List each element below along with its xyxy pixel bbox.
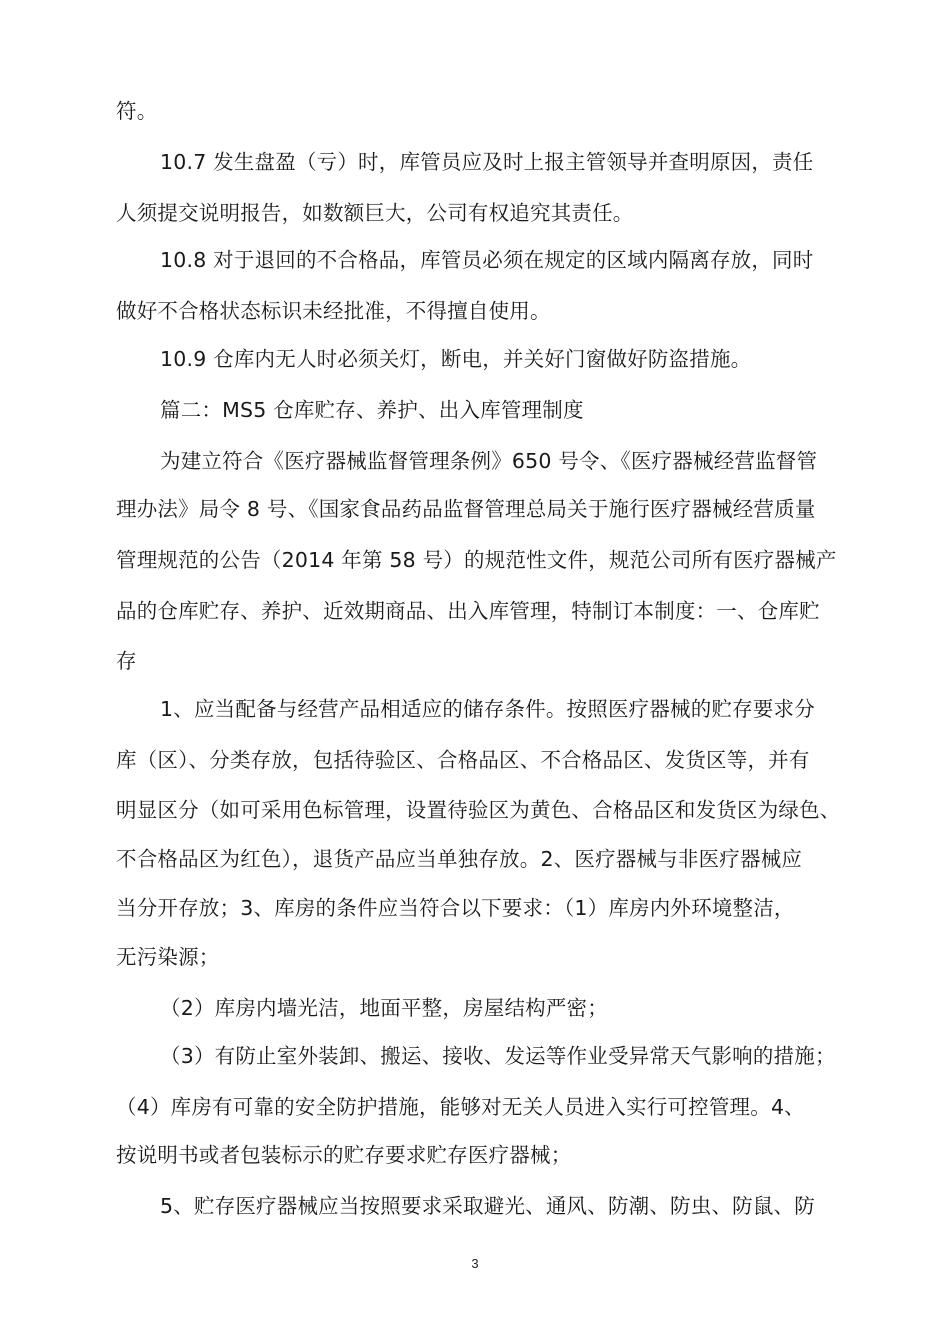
section-heading: 篇二：MS5 仓库贮存、养护、出入库管理制度: [160, 398, 584, 422]
text-line: 按说明书或者包装标示的贮存要求贮存医疗器械；: [116, 1143, 572, 1167]
text-line: 当分开存放；3、库房的条件应当符合以下要求：（1）库房内外环境整洁，: [116, 896, 795, 920]
text-line: 10.9 仓库内无人时必须关灯，断电，并关好门窗做好防盗措施。: [160, 347, 752, 371]
text-line: 品的仓库贮存、养护、近效期商品、出入库管理，特制订本制度：一、仓库贮: [116, 599, 820, 623]
text-line: 无污染源；: [116, 945, 220, 969]
text-line: 5、贮存医疗器械应当按照要求采取避光、通风、防潮、防虫、防鼠、防: [160, 1194, 815, 1218]
text-line: 为建立符合《医疗器械监督管理条例》650 号令、《医疗器械经营监督管: [160, 449, 818, 473]
text-line: 管理规范的公告（2014 年第 58 号）的规范性文件，规范公司所有医疗器械产: [116, 548, 837, 572]
text-line: （4）库房有可靠的安全防护措施，能够对无关人员进入实行可控管理。4、: [116, 1095, 805, 1119]
page-number: 3: [471, 1256, 479, 1271]
text-line: （3）有防止室外装卸、搬运、接收、发运等作业受异常天气影响的措施；: [160, 1044, 836, 1068]
text-line: 人须提交说明报告，如数额巨大，公司有权追究其责任。: [116, 201, 634, 225]
text-line: （2）库房内墙光洁，地面平整，房屋结构严密；: [160, 996, 608, 1020]
text-line: 库（区）、分类存放，包括待验区、合格品区、不合格品区、发货区等，并有: [116, 748, 810, 772]
text-line: 符。: [116, 99, 158, 123]
text-line: 1、应当配备与经营产品相适应的储存条件。按照医疗器械的贮存要求分: [160, 697, 815, 721]
text-line: 10.7 发生盘盈（亏）时，库管员应及时上报主管领导并查明原因，责任: [160, 150, 814, 174]
text-line: 理办法》局令 8 号、《国家食品药品监督管理总局关于施行医疗器械经营质量: [116, 497, 816, 521]
text-line: 不合格品区为红色），退货产品应当单独存放。2、医疗器械与非医疗器械应: [116, 847, 803, 871]
text-line: 做好不合格状态标识未经批准，不得擅自使用。: [116, 299, 551, 323]
text-line: 10.8 对于退回的不合格品，库管员必须在规定的区域内隔离存放，同时: [160, 248, 814, 272]
text-line: 明显区分（如可采用色标管理，设置待验区为黄色、合格品区和发货区为绿色、: [116, 798, 841, 822]
text-line: 存: [116, 649, 137, 673]
